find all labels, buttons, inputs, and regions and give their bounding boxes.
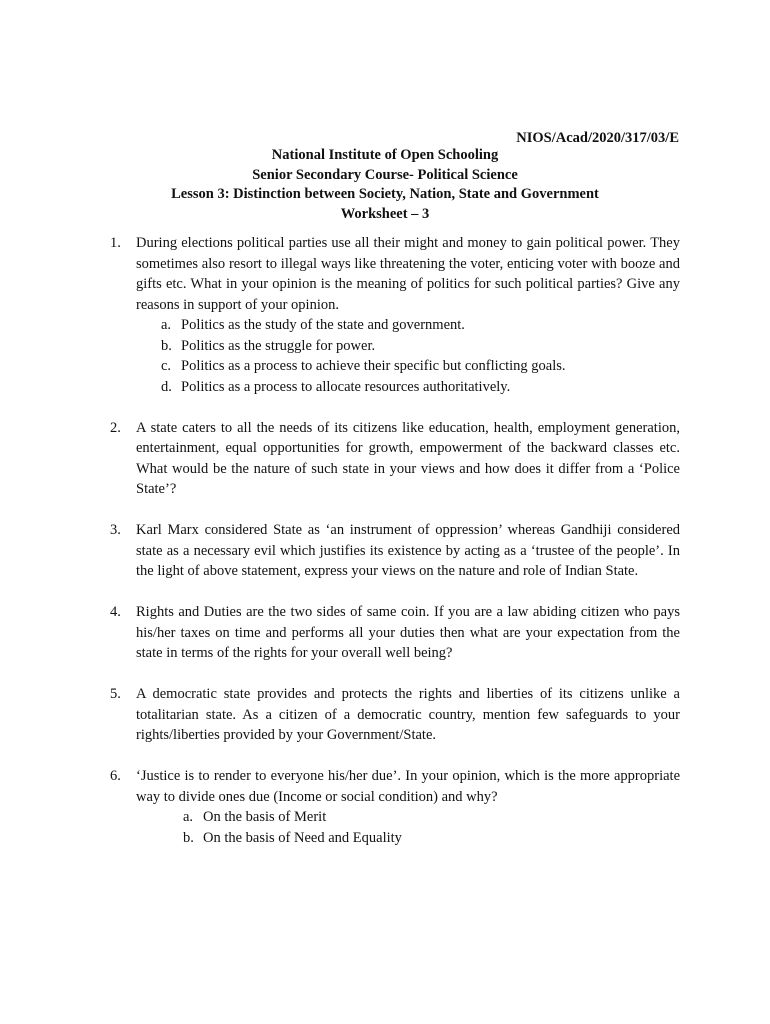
question-3 [110,520,680,582]
question-number: 2. [110,419,121,436]
option-letter: a. [183,809,194,825]
document-reference: NIOS/Acad/2020/317/03/E [516,130,679,146]
option-text: Politics as the struggle for power. [181,337,376,354]
question-text: ‘Justice is to render to everyone his/her due’. In your opinion, which is the more appropriate way to divide ones due (Income or social condition) and why? [136,768,680,805]
worksheet-title: Worksheet – 3 [340,205,430,222]
document-header [100,146,670,224]
option-letter: d. [161,378,172,395]
question-2 [110,418,680,500]
question-text: Rights and Duties are the two sides of same coin. If you are a law abiding citizen who pays his/her taxes on time and performs all your duties then what are your expectation from the state in terms of the rights for your overall well being? [136,604,680,661]
lesson-title: Lesson 3: Distinction between Society, Nation, State and Government [171,186,599,202]
option-letter: c. [161,358,172,374]
question-5 [110,684,680,746]
question-number: 6. [110,768,121,784]
question-number: 1. [110,235,121,251]
option-text: Politics as the study of the state and government. [181,317,465,333]
option-text: On the basis of Merit [203,809,327,825]
option-text: Politics as a process to allocate resources authoritatively. [181,378,511,395]
option-text: Politics as a process to achieve their specific but conflicting goals. [181,358,566,374]
question-text: A state caters to all the needs of its citizens like education, health, employment generation, entertainment, equal opportunities for growth, empowerment of the backward classes etc. What would be the nature of such state in your views and how does it differ from a ‘Police State’? [136,419,680,497]
question-list [110,233,680,869]
option-item [161,336,680,357]
course-title: Senior Secondary Course- Political Science [252,166,518,183]
question-number: 5. [110,686,121,702]
question-text: Karl Marx considered State as ‘an instrument of oppression’ whereas Gandhiji considered state as a necessary evil which justifies its existence by acting as a ‘trustee of the people’. In the light of above statement, express your views on the nature and role of Indian State. [136,522,680,579]
question-text: During elections political parties use all their might and money to gain political power. They sometimes also resort to illegal ways like threatening the voter, enticing voter with booze and gifts etc. What in your opinion is the meaning of politics for such political parties? Give any reasons in support of your opinion. [136,235,680,313]
question-1 [110,233,680,397]
question-number: 3. [110,522,121,538]
institute-title: National Institute of Open Schooling [271,147,499,163]
question-text: A democratic state provides and protects the rights and liberties of its citizens unlike a totalitarian state. As a citizen of a democratic country, mention few safeguards to your rights/liberties provided by your Government/State. [136,686,680,743]
option-letter: b. [183,829,194,846]
option-item [183,828,680,849]
question-4 [110,602,680,664]
option-item [183,807,680,828]
option-list [136,315,680,397]
question-number: 4. [110,604,121,620]
option-text: On the basis of Need and Equality [203,829,402,846]
option-item [161,356,680,377]
option-item [161,377,680,398]
option-item [161,315,680,336]
option-letter: b. [161,337,172,354]
question-6 [110,766,680,848]
option-letter: a. [161,317,172,333]
option-list [136,807,680,848]
